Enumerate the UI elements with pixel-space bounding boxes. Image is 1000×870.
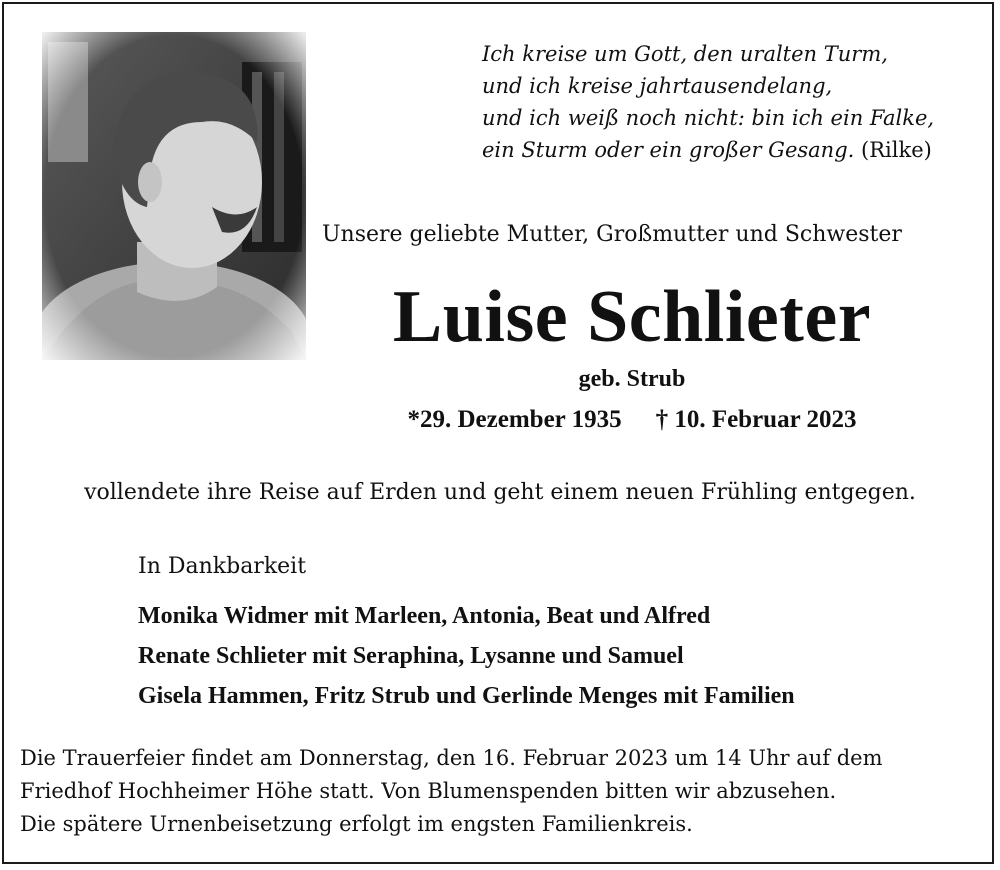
poem-line — [482, 134, 982, 166]
family-member-line: Monika Widmer mit Marleen, Antonia, Beat und Alfred — [138, 603, 711, 629]
life-dates — [322, 406, 942, 434]
notice-line: Die spätere Urnenbeisetzung erfolgt im engsten Familienkreis. — [20, 812, 693, 836]
thanks-line: In Dankbarkeit — [138, 554, 307, 579]
death-date: † 10. Februar 2023 — [655, 406, 857, 433]
birth-date: *29. Dezember 1935 — [407, 406, 622, 433]
notice-line: Die Trauerfeier findet am Donnerstag, den 16. Februar 2023 um 14 Uhr auf dem — [20, 746, 883, 770]
notice-line: Friedhof Hochheimer Höhe statt. Von Blumenspenden bitten wir abzusehen. — [20, 779, 837, 803]
intro-line: Unsere geliebte Mutter, Großmutter und Schwester — [322, 222, 902, 247]
poem-quote — [482, 38, 982, 166]
deceased-name: Luise Schlieter — [392, 276, 872, 358]
obituary-notice — [2, 2, 994, 864]
closing-sentence: vollendete ihre Reise auf Erden und geht einem neuen Frühling entgegen. — [84, 480, 916, 505]
maiden-name: geb. Strub — [578, 366, 686, 392]
poem-line-text: ein Sturm oder ein großer Gesang. — [482, 138, 855, 162]
poem-line: und ich kreise jahrtausendelang, — [482, 74, 833, 98]
family-member-line: Gisela Hammen, Fritz Strub und Gerlinde Menges mit Familien — [138, 683, 795, 709]
family-list — [138, 596, 978, 716]
poem-line: und ich weiß noch nicht: bin ich ein Falke, — [482, 106, 935, 130]
family-member-line: Renate Schlieter mit Seraphina, Lysanne und Samuel — [138, 643, 684, 669]
portrait-photo — [42, 32, 306, 360]
poem-attribution: (Rilke) — [861, 138, 932, 162]
poem-line: Ich kreise um Gott, den uralten Turm, — [482, 42, 888, 66]
funeral-notice — [20, 742, 990, 841]
